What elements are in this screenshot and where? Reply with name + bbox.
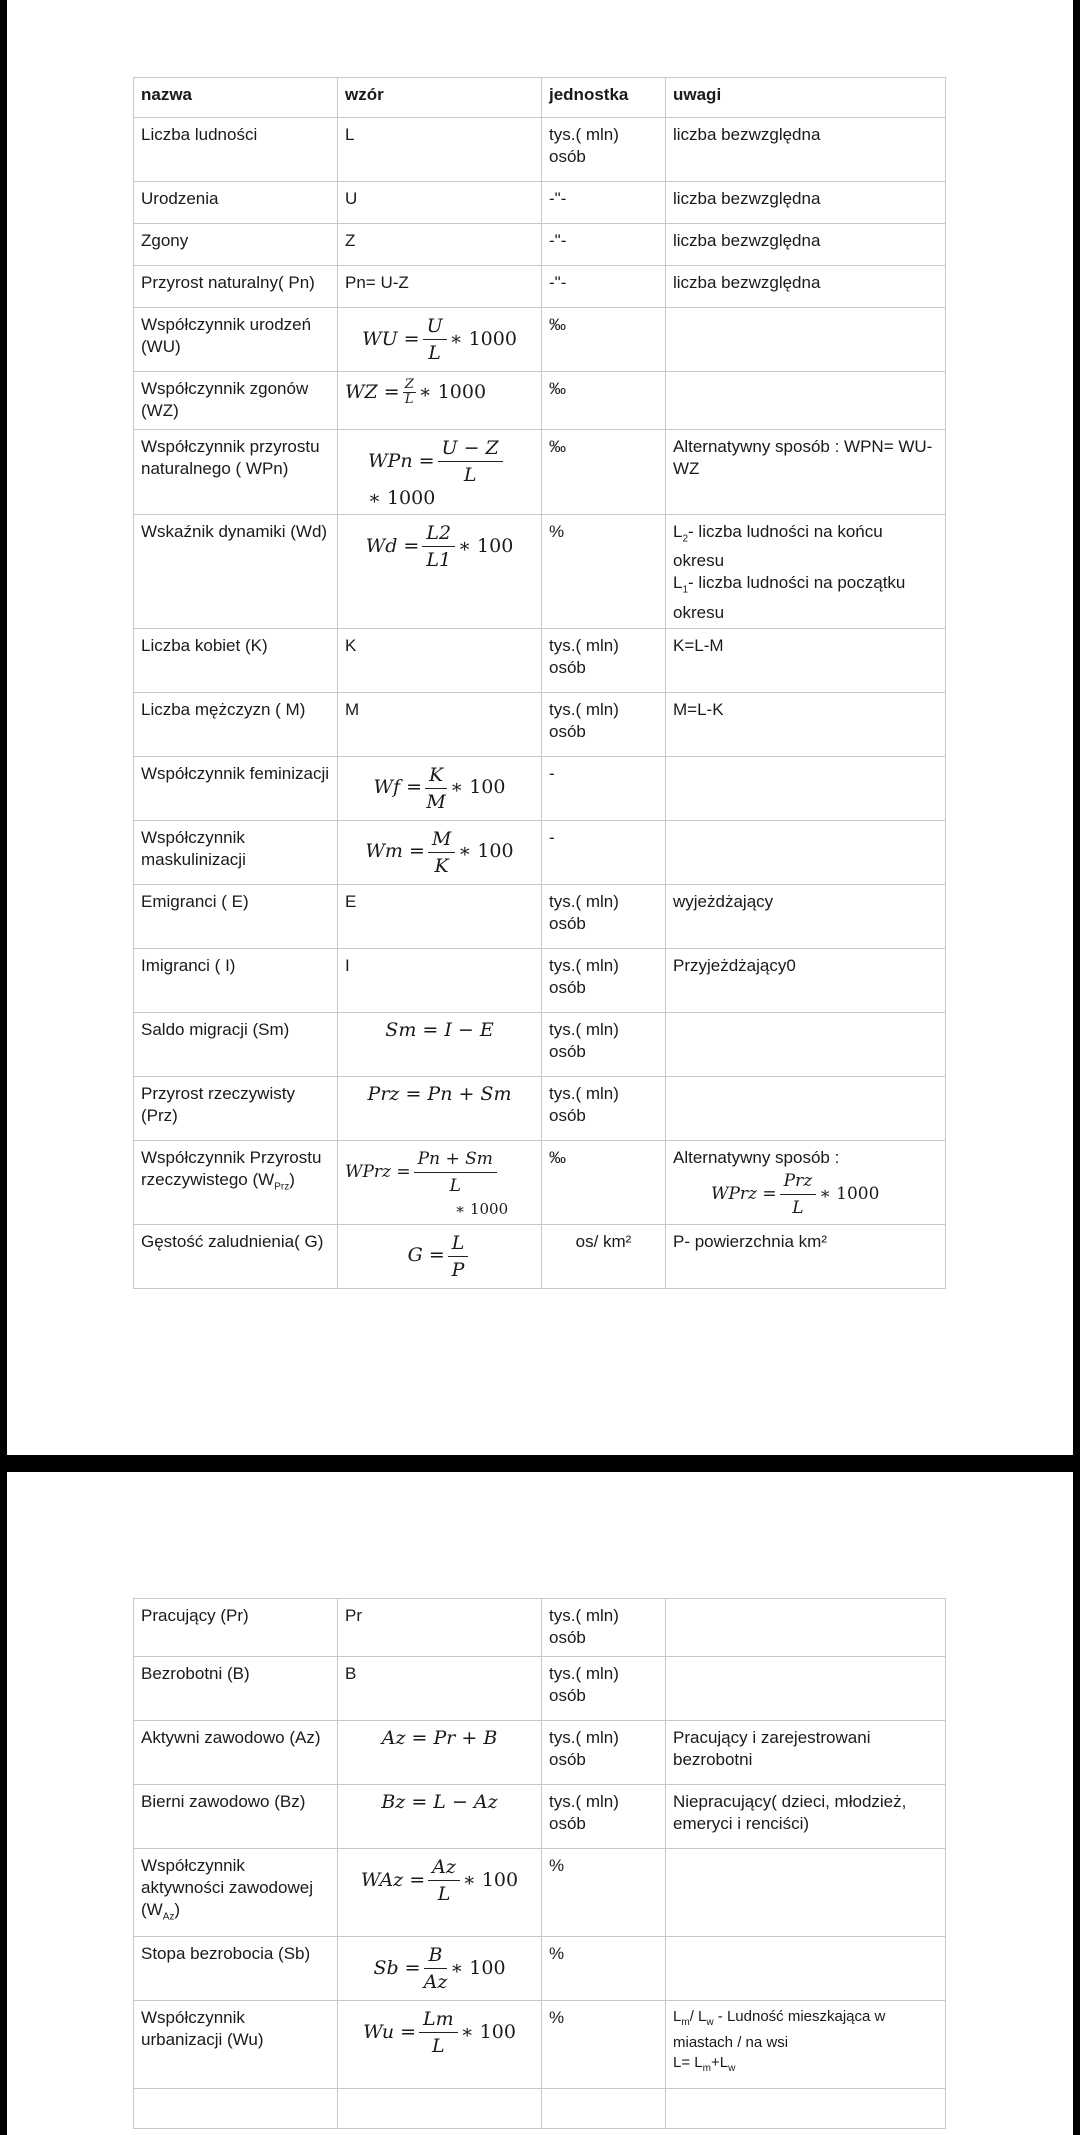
cell-uwagi: K=L-M [666, 628, 946, 692]
table-row [134, 692, 946, 756]
cell-nazwa: Współczynnik zgonów (WZ) [134, 372, 338, 430]
cell-uwagi: Alternatywny sposób : WPN= WU-WZ [666, 430, 946, 515]
cell-nazwa: Pracujący (Pr) [134, 1599, 338, 1657]
cell-jednostka: -"- [542, 266, 666, 308]
cell-uwagi: wyjeżdżający [666, 884, 946, 948]
cell-nazwa: Liczba ludności [134, 118, 338, 182]
formula: Wm = $\frac{M}{K}$ ∗ 100 [365, 827, 514, 877]
cell-nazwa: Przyrost rzeczywisty (Prz) [134, 1076, 338, 1140]
cell-jednostka: tys.( mln) osób [542, 948, 666, 1012]
cell-uwagi: Pracujący i zarejestrowani bezrobotni [666, 1721, 946, 1785]
header-wzor: wzór [338, 78, 542, 118]
cell-jednostka: ‰ [542, 308, 666, 372]
table-row [134, 2001, 946, 2089]
cell-nazwa: Współczynnik urbanizacji (Wu) [134, 2001, 338, 2089]
cell-wzor [338, 1012, 542, 1076]
cell-wzor: E [338, 884, 542, 948]
table-row [134, 515, 946, 629]
cell-nazwa: Bierni zawodowo (Bz) [134, 1785, 338, 1849]
table-row [134, 1140, 946, 1224]
cell-uwagi [666, 1849, 946, 1937]
table-row [134, 2089, 946, 2129]
cell-jednostka: - [542, 756, 666, 820]
cell-jednostka: ‰ [542, 372, 666, 430]
cell-jednostka: -"- [542, 224, 666, 266]
formula: Wd = $\frac{L2}{L1}$ ∗ 100 [365, 522, 514, 571]
formula: WZ = $\frac{Z}{L}$ ∗ 1000 [345, 377, 487, 407]
cell-nazwa: Imigranci ( I) [134, 948, 338, 1012]
table-row [134, 308, 946, 372]
formula: Prz = Pn + Sm [367, 1082, 512, 1105]
cell-wzor [338, 820, 542, 884]
cell-jednostka: % [542, 1937, 666, 2001]
cell-nazwa: Liczba kobiet (K) [134, 628, 338, 692]
cell-nazwa: Współczynnik przyrostu naturalnego ( WPn) [134, 430, 338, 515]
cell-uwagi [666, 820, 946, 884]
cell-wzor [338, 430, 542, 515]
cell-nazwa: Zgony [134, 224, 338, 266]
cell-jednostka: tys.( mln) osób [542, 628, 666, 692]
table-row [134, 430, 946, 515]
cell-wzor: Pr [338, 1599, 542, 1657]
formula: WU = $\frac{U}{L}$ ∗ 1000 [362, 315, 517, 364]
formula: G = $\frac{L}{P}$ [408, 1244, 472, 1266]
cell-wzor [338, 2001, 542, 2089]
formula: WPrz = $\frac{Pn + Sm}{L}$ ∗ 1000 [345, 1148, 509, 1218]
cell-wzor [338, 1849, 542, 1937]
cell-wzor: U [338, 182, 542, 224]
formula: WAz = $\frac{Az}{L}$ ∗ 100 [360, 1856, 519, 1905]
table-row [134, 948, 946, 1012]
cell-wzor [338, 2089, 542, 2129]
cell-uwagi: liczba bezwzględna [666, 118, 946, 182]
cell-nazwa: Liczba mężczyzn ( M) [134, 692, 338, 756]
table-row [134, 1849, 946, 1937]
cell-wzor [338, 1140, 542, 1224]
cell-jednostka: tys.( mln) osób [542, 1721, 666, 1785]
cell-nazwa: Współczynnik Przyrostu rzeczywistego $(W_{Prz})$ [134, 1140, 338, 1224]
cell-jednostka: ‰ [542, 1140, 666, 1224]
cell-jednostka: tys.( mln) osób [542, 1012, 666, 1076]
table-header-row [134, 78, 946, 118]
cell-jednostka: tys.( mln) osób [542, 1657, 666, 1721]
table-row [134, 1012, 946, 1076]
cell-uwagi: liczba bezwzględna [666, 182, 946, 224]
table-row [134, 372, 946, 430]
cell-jednostka [542, 2089, 666, 2129]
cell-jednostka: ‰ [542, 430, 666, 515]
table-row [134, 182, 946, 224]
cell-uwagi: $L_2-$ liczba ludności na końcu okresu $L_1-$ liczba ludności na początku okresu [666, 515, 946, 629]
cell-nazwa: Saldo migracji (Sm) [134, 1012, 338, 1076]
cell-wzor: B [338, 1657, 542, 1721]
cell-jednostka: - [542, 820, 666, 884]
cell-uwagi [666, 372, 946, 430]
cell-uwagi [666, 1657, 946, 1721]
cell-uwagi: Niepracujący( dzieci, młodzież, emeryci i renciści) [666, 1785, 946, 1849]
cell-wzor [338, 515, 542, 629]
formula: Bz = L − Az [381, 1791, 498, 1813]
cell-nazwa: Stopa bezrobocia (Sb) [134, 1937, 338, 2001]
table-row [134, 884, 946, 948]
header-jednostka: jednostka [542, 78, 666, 118]
cell-uwagi: liczba bezwzględna [666, 266, 946, 308]
formula: WPn = $\frac{U - Z}{L}$ ∗ 1000 [368, 450, 506, 510]
cell-wzor [338, 1785, 542, 1849]
cell-nazwa [134, 2089, 338, 2129]
formula: WPrz = $\frac{\text{Prz}}{L}$ ∗ 1000 [711, 1170, 880, 1218]
table-row [134, 266, 946, 308]
cell-jednostka: tys.( mln) osób [542, 884, 666, 948]
table-row [134, 224, 946, 266]
cell-uwagi: P- powierzchnia km² [666, 1224, 946, 1288]
cell-jednostka: % [542, 2001, 666, 2089]
table-row [134, 1657, 946, 1721]
cell-uwagi [666, 1076, 946, 1140]
table-row [134, 1721, 946, 1785]
cell-wzor: I [338, 948, 542, 1012]
cell-uwagi: Przyjeżdżający0 [666, 948, 946, 1012]
cell-wzor [338, 1224, 542, 1288]
table-row [134, 1599, 946, 1657]
cell-jednostka: % [542, 515, 666, 629]
cell-nazwa: Bezrobotni (B) [134, 1657, 338, 1721]
cell-nazwa: Współczynnik aktywności zawodowej $(W_{Az})$ [134, 1849, 338, 1937]
formula: Az = Pr + B [381, 1727, 498, 1749]
cell-jednostka: os/ km² [542, 1224, 666, 1288]
cell-nazwa: Współczynnik feminizacji [134, 756, 338, 820]
header-uwagi: uwagi [666, 78, 946, 118]
cell-nazwa: Urodzenia [134, 182, 338, 224]
cell-nazwa: Współczynnik urodzeń (WU) [134, 308, 338, 372]
cell-uwagi [666, 1937, 946, 2001]
formula: Wf = $\frac{K}{M}$ ∗ 100 [373, 763, 506, 813]
cell-nazwa: Gęstość zaludnienia( G) [134, 1224, 338, 1288]
table-row [134, 1937, 946, 2001]
cell-uwagi [666, 1599, 946, 1657]
cell-uwagi [666, 1012, 946, 1076]
cell-nazwa: Współczynnik maskulinizacji [134, 820, 338, 884]
table-row [134, 756, 946, 820]
cell-uwagi [666, 308, 946, 372]
cell-wzor [338, 1937, 542, 2001]
cell-jednostka: -"- [542, 182, 666, 224]
cell-wzor: Pn= U-Z [338, 266, 542, 308]
cell-wzor [338, 308, 542, 372]
cell-wzor: M [338, 692, 542, 756]
cell-uwagi: liczba bezwzględna [666, 224, 946, 266]
cell-nazwa: Aktywni zawodowo (Az) [134, 1721, 338, 1785]
formula: Sm = I − E [385, 1018, 494, 1041]
cell-wzor [338, 1721, 542, 1785]
document-page-2 [7, 1472, 1073, 2135]
cell-jednostka: tys.( mln) osób [542, 1599, 666, 1657]
cell-jednostka: tys.( mln) osób [542, 1076, 666, 1140]
table-row [134, 1785, 946, 1849]
document-page-1 [7, 0, 1073, 1455]
cell-wzor [338, 1076, 542, 1140]
labour-formulas-table [133, 1598, 946, 2129]
cell-uwagi [666, 756, 946, 820]
table-row [134, 1076, 946, 1140]
cell-jednostka: % [542, 1849, 666, 1937]
cell-wzor: K [338, 628, 542, 692]
cell-wzor [338, 372, 542, 430]
formula: Sb = $\frac{B}{Az}$ ∗ 100 [373, 1944, 506, 1993]
table-row [134, 628, 946, 692]
cell-nazwa: Wskaźnik dynamiki (Wd) [134, 515, 338, 629]
table-row [134, 1224, 946, 1288]
cell-uwagi: M=L-K [666, 692, 946, 756]
cell-nazwa: Emigranci ( E) [134, 884, 338, 948]
cell-uwagi: Alternatywny sposób : WPrz = $\frac{\text{Prz}}{L}$ ∗ 1000 [666, 1140, 946, 1224]
cell-nazwa: Przyrost naturalny( Pn) [134, 266, 338, 308]
demography-formulas-table [133, 77, 946, 1289]
cell-jednostka: tys.( mln) osób [542, 118, 666, 182]
cell-uwagi: $L_m/$ $L_w$ - Ludność mieszkająca w miastach / na wsi $L= L_m+L_w$ [666, 2001, 946, 2089]
header-nazwa: nazwa [134, 78, 338, 118]
table-row [134, 820, 946, 884]
cell-wzor: Z [338, 224, 542, 266]
formula: Wu = $\frac{Lm}{L}$ ∗ 100 [363, 2008, 516, 2057]
cell-wzor [338, 756, 542, 820]
cell-wzor: L [338, 118, 542, 182]
cell-jednostka: tys.( mln) osób [542, 692, 666, 756]
cell-jednostka: tys.( mln) osób [542, 1785, 666, 1849]
cell-uwagi [666, 2089, 946, 2129]
table-row [134, 118, 946, 182]
